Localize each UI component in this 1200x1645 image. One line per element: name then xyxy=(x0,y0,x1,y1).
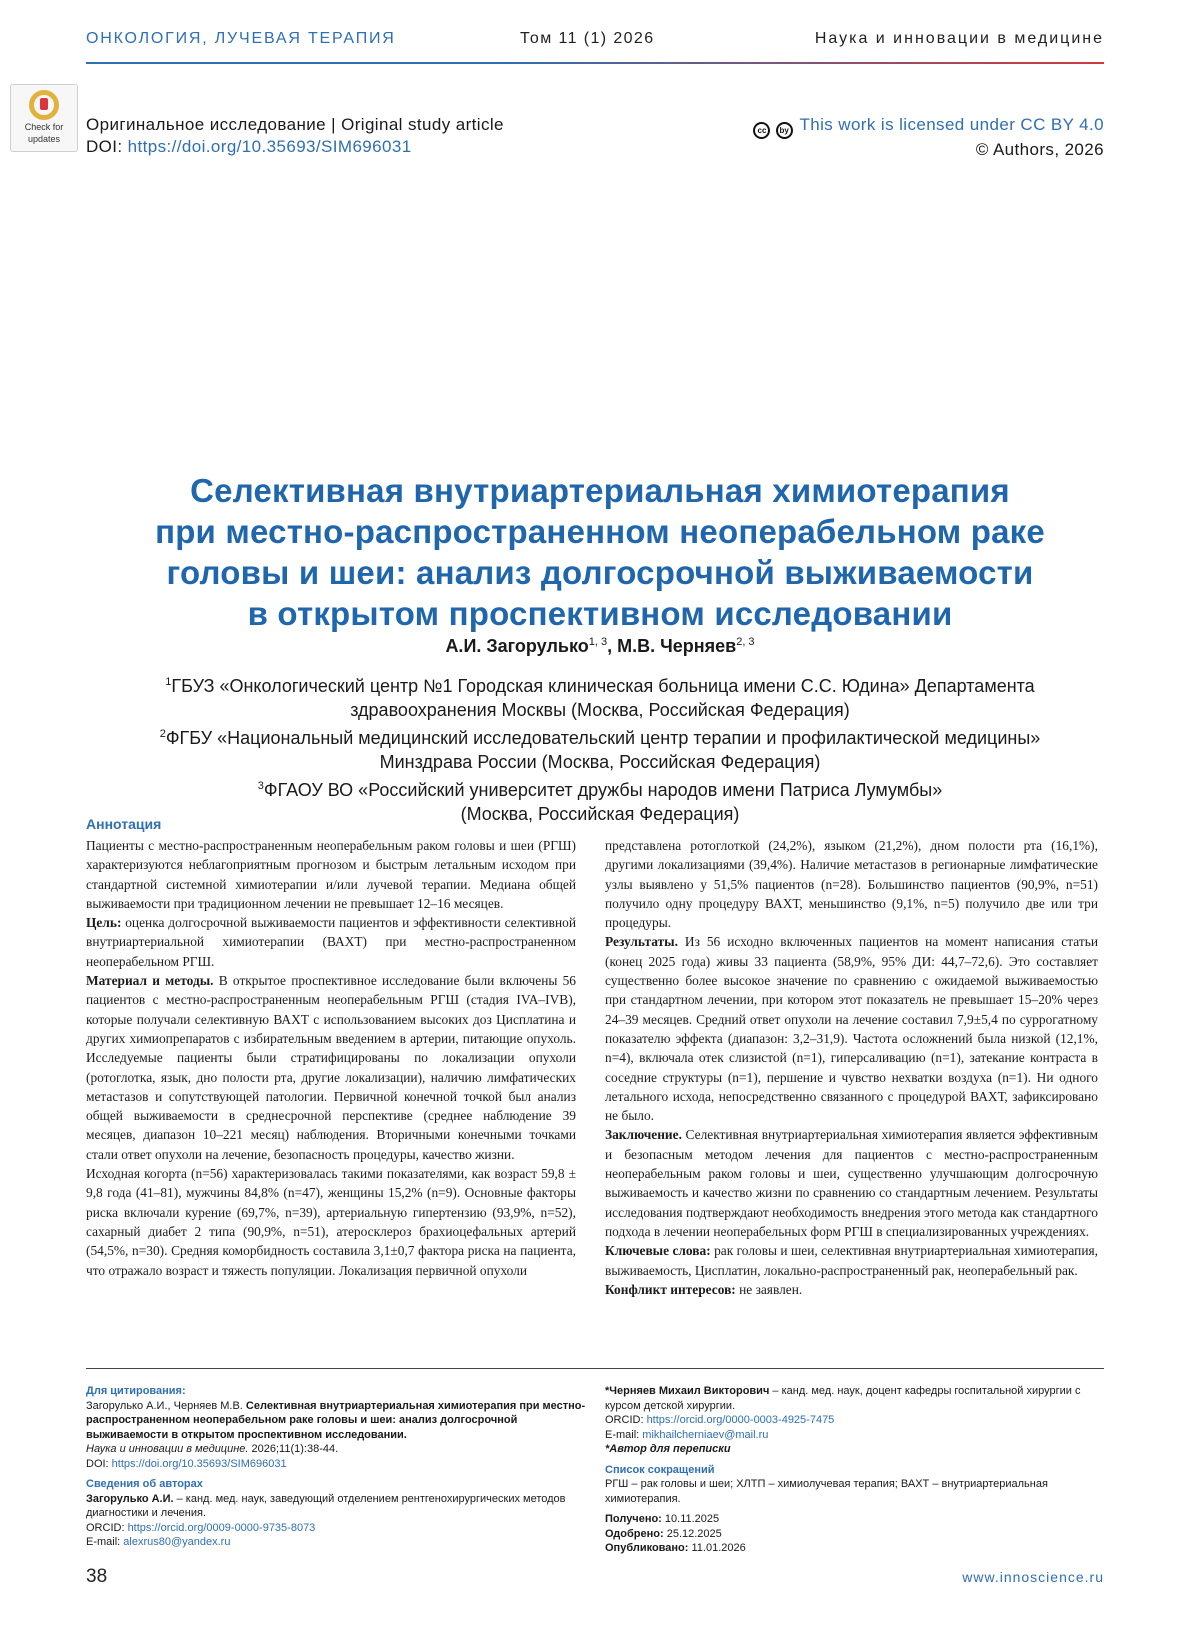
citation-text xyxy=(86,1399,586,1443)
affil-3-line-1: ФГАОУ ВО «Российский университет дружбы народов имени Патриса Лумумбы» xyxy=(263,780,943,800)
citation-doi-label: DOI: xyxy=(86,1457,112,1470)
author-1-info xyxy=(86,1492,586,1521)
aim-text: оценка долгосрочной выживаемости пациентов и эффективности селективной внутриартериальной химиотерапии (ВАХТ) при местно-распространенном неоперабельном РГШ. xyxy=(86,915,576,969)
title-line-4: в открытом проспективном исследовании xyxy=(247,595,953,632)
journal-section: ОНКОЛОГИЯ, ЛУЧЕВАЯ ТЕРАПИЯ xyxy=(86,30,396,47)
methods-text: В открытое проспективное исследование были включены 56 пациентов с местно-распространенным неоперабельным РГШ (стадия IVA–IVB), которые получали селективную ВАХТ с использованием высоких доз Цисплатина и других химиопрепаратов с избирательным введением в артерии, питающие опухоль. Исследуемые пациенты были стратифицированы по локализации опухоли (ротоглотка, язык, дно полости рта, другие локализации), наличию лимфатических метастазов и сопутствующей патологии. Первичной конечной точкой был анализ общей выживаемости в среднесрочной перспективе (среднее наблюдение 39 месяцев, диапазон 10–221 месяц) наблюдения. Вторичными конечными точками стали ответ опухоли на лечение, безопасность процедуры, качество жизни. xyxy=(86,973,576,1162)
orcid-label: ORCID: xyxy=(86,1521,128,1534)
results-label: Результаты. xyxy=(605,934,678,950)
badge-line-2: updates xyxy=(27,134,61,144)
article-type: Оригинальное исследование | Original study article xyxy=(86,115,504,134)
abstract-intro: Пациенты с местно-распространенным неоперабельным раком головы и шеи (РГШ) характеризуются неблагоприятным прогнозом и быстрым летальным исходом при стандартной системной химиотерапии и/или лучевой терапии. Медиана общей выживаемости при традиционном лечении не превышает 12–16 месяцев. xyxy=(86,838,576,911)
abstract-aim xyxy=(86,913,576,971)
citation-title: Селективная внутриартериальная химиотерапия при местно-распространенном неоперабельном раке головы и шеи: анализ долгосрочной выживаемости в открытом проспективном исследовании. xyxy=(86,1399,586,1441)
affiliation-2 xyxy=(90,722,1110,750)
about-authors-heading: Сведения об авторах xyxy=(86,1478,203,1490)
author-1-name: Загорулько А.И. xyxy=(86,1492,174,1505)
author-1-desc: – канд. мед. наук, заведующий отделением рентгенохирургических методов диагностики и лечения. xyxy=(86,1492,566,1519)
license-block xyxy=(753,114,1104,161)
abstract-column-right xyxy=(605,836,1098,1299)
date-approved xyxy=(605,1527,1098,1542)
abstract-cohort: Исходная когорта (n=56) характеризовалась такими показателями, как возраст 59,8 ± 9,8 года (41–81), мужчины 84,8% (n=47), женщины 15,2% (n=9). Основные факторы риска включали курение (69,7%, n=39), артериальную гипертензию (93,9%, n=52), сахарный диабет 2 типа (90,9%, n=51), атеросклероз брахиоцефальных артерий (54,5%, n=30). Средняя коморбидность составила 3,1±0,7 фактора риска на пациента, что отражало возраст и тяжесть популяции. Локализация первичной опухоли xyxy=(86,1166,576,1278)
results-text: Из 56 исходно включенных пациентов на момент написания статьи (конец 2025 года) живы 33 пациента (58,9%, 95% ДИ: 44,7–72,6). Это составляет существенно более высокое значение по сравнению с ожидаемой выживаемостью при стандартном лечении, при котором этот показатель не превышает 15–20% через 24–39 месяцев. Средний ответ опухоли на лечение составил 7,9±5,4 по суррогатному показателю эффекта (диапазон: 3,2–31,9). Частота осложнений была низкой (12,1%, n=4), включала отек слизистой (n=1), гиперсаливацию (n=1), затекание контраста в соседние структуры (n=1), першение и чувство нехватки воздуха (n=1). Ни одного летального исхода, непосредственно связанного с процедурой ВАХТ, зафиксировано не было. xyxy=(605,934,1098,1124)
abbreviations-text: РГШ – рак головы и шеи; ХЛТП – химиолучевая терапия; ВАХТ – внутриартериальная химиотерапия. xyxy=(605,1478,1048,1505)
abstract-conclusion xyxy=(605,1125,1098,1241)
affil-3-num: 3 xyxy=(257,780,264,792)
received-label: Получено: xyxy=(605,1513,662,1525)
methods-label: Материал и методы. xyxy=(86,973,214,989)
affiliation-2-cont: Минздрава России (Москва, Российская Федерация) xyxy=(379,752,821,772)
published-label: Опубликовано: xyxy=(605,1542,689,1554)
footer-divider xyxy=(86,1368,1104,1369)
doi-line xyxy=(86,136,504,158)
citation-doi-link[interactable]: https://doi.org/10.35693/SIM696031 xyxy=(111,1457,287,1470)
affiliations xyxy=(90,670,1110,826)
affil-2-line-1: ФГБУ «Национальный медицинский исследовательский центр терапии и профилактической медицины» xyxy=(165,728,1041,748)
copyright: © Authors, 2026 xyxy=(975,140,1104,159)
abstract-heading: Аннотация xyxy=(86,816,162,832)
title-line-2: при местно-распространенном неоперабельном раке xyxy=(155,513,1045,550)
citation-source xyxy=(86,1442,586,1457)
keywords-label: Ключевые слова: xyxy=(605,1243,711,1259)
author-2-orcid xyxy=(605,1413,1098,1428)
authors xyxy=(90,636,1110,657)
corresponding-note xyxy=(605,1442,1098,1457)
by-icon: by xyxy=(776,122,793,139)
bookmark-icon xyxy=(29,90,59,120)
approved-label: Одобрено: xyxy=(605,1527,664,1540)
badge-line-1: Check for xyxy=(24,122,64,132)
abbreviations-heading: Список сокращений xyxy=(605,1463,715,1476)
license-link[interactable]: This work is licensed under CC BY 4.0 xyxy=(799,115,1104,134)
author-info-block xyxy=(605,1384,1098,1556)
doi-label: DOI: xyxy=(86,137,123,156)
citation-block xyxy=(86,1384,586,1550)
affiliation-1-cont: здравоохранения Москвы (Москва, Российская Федерация) xyxy=(350,700,850,720)
cc-license-icons xyxy=(753,117,792,139)
article-meta xyxy=(86,114,504,158)
abstract-keywords xyxy=(605,1241,1098,1280)
page-number: 38 xyxy=(86,1566,108,1587)
abstract-methods xyxy=(86,971,576,1164)
published-value: 11.01.2026 xyxy=(688,1542,746,1554)
conclusion-text: Селективная внутриартериальная химиотерапия является эффективным и безопасным методом лечения для пациентов с местно-распространенным неоперабельным раком головы и шеи, существенно улучшающим долгосрочную выживаемость и качество жизни по сравнению со стандартным лечением. Результаты исследования подтверждают необходимость внедрения этого метода как стандартного подхода в лечении неоперабельных форм РГШ в специализированных учреждениях. xyxy=(605,1127,1098,1239)
doi-link[interactable]: https://doi.org/10.35693/SIM696031 xyxy=(127,137,412,156)
journal-name: Наука и инновации в медицине xyxy=(814,30,1104,47)
approved-value: 25.12.2025 xyxy=(663,1527,722,1540)
aim-label: Цель: xyxy=(86,915,122,931)
date-received xyxy=(605,1512,1098,1527)
conclusion-label: Заключение. xyxy=(605,1127,682,1143)
header-divider xyxy=(86,62,1104,64)
title-line-1: Селективная внутриартериальная химиотерапия xyxy=(190,472,1010,509)
citation-journal: Наука и инновации в медицине. xyxy=(86,1443,249,1455)
author-2-name: *Черняев Михаил Викторович xyxy=(605,1385,770,1397)
author-2-orcid-link[interactable]: https://orcid.org/0000-0003-4925-7475 xyxy=(646,1414,835,1426)
author-separator: , xyxy=(607,636,618,656)
conflict-text: не заявлен. xyxy=(735,1281,803,1297)
article-title xyxy=(90,470,1110,634)
author-1: А.И. Загорулько xyxy=(445,636,589,656)
abstract-cohort-cont: представлена ротоглоткой (24,2%), языком (21,2%), дном полости рта (16,1%), другими локализациями (39,4%). Наличие метастазов в регионарные лимфатические узлы выявлено у 51,5% пациентов (n=28). Большинство пациентов (90,9%, n=51) получило одну процедуру ВАХТ, меньшинство (9,1%, n=5) получило две или три процедуры. xyxy=(605,838,1098,931)
affil-1-num: 1 xyxy=(165,676,172,688)
received-value: 10.11.2025 xyxy=(661,1513,720,1525)
citation-authors: Загорулько А.И., Черняев М.В. xyxy=(86,1399,246,1412)
title-line-3: головы и шеи: анализ долгосрочной выживаемости xyxy=(166,554,1034,591)
conflict-label: Конфликт интересов: xyxy=(605,1281,736,1297)
corresponding-text: *Автор для переписки xyxy=(605,1443,731,1455)
date-published xyxy=(605,1541,1098,1556)
author-2-email xyxy=(605,1428,1098,1443)
abstract-results xyxy=(605,932,1098,1125)
author-2-affil: 2, 3 xyxy=(736,636,755,648)
affil-1-line-1: ГБУЗ «Онкологический центр №1 Городская клиническая больница имени С.С. Юдина» Департамента xyxy=(171,676,1035,696)
orcid-label: ORCID: xyxy=(605,1414,647,1426)
affiliation-3-cont: (Москва, Российская Федерация) xyxy=(460,804,740,824)
citation-doi xyxy=(86,1457,586,1472)
cc-icon: cc xyxy=(753,122,770,139)
author-1-email xyxy=(86,1535,586,1550)
email-label: E-mail: xyxy=(605,1428,643,1441)
author-1-orcid-link[interactable]: https://orcid.org/0009-0000-9735-8073 xyxy=(127,1521,316,1534)
affiliation-3 xyxy=(90,774,1110,802)
author-2-desc: – канд. мед. наук, доцент кафедры госпитальной хирургии с курсом детской хирургии. xyxy=(605,1385,1081,1412)
journal-issue: Том 11 (1) 2026 xyxy=(520,30,655,47)
keywords-text: рак головы и шеи, селективная внутриартериальная химиотерапия, выживаемость, Цисплатин, локально-распространенный рак, неоперабельный рак. xyxy=(605,1243,1098,1278)
author-1-affil: 1, 3 xyxy=(588,636,608,648)
affil-2-num: 2 xyxy=(159,728,166,740)
author-1-orcid xyxy=(86,1521,586,1536)
check-for-updates-badge[interactable] xyxy=(10,84,78,152)
abstract-column-left xyxy=(86,836,576,1280)
author-2-info xyxy=(605,1384,1098,1413)
website-link[interactable]: www.innoscience.ru xyxy=(962,1569,1104,1585)
email-label: E-mail: xyxy=(86,1536,124,1548)
citation-volume: 2026;11(1):38-44. xyxy=(248,1443,339,1455)
citation-heading: Для цитирования: xyxy=(86,1385,186,1397)
author-1-email-link[interactable]: alexrus80@yandex.ru xyxy=(123,1536,231,1548)
abstract-conflict xyxy=(605,1280,1098,1299)
author-2-email-link[interactable]: mikhailcherniaev@mail.ru xyxy=(642,1428,769,1441)
author-2: М.В. Черняев xyxy=(617,636,737,656)
affiliation-1 xyxy=(90,670,1110,698)
